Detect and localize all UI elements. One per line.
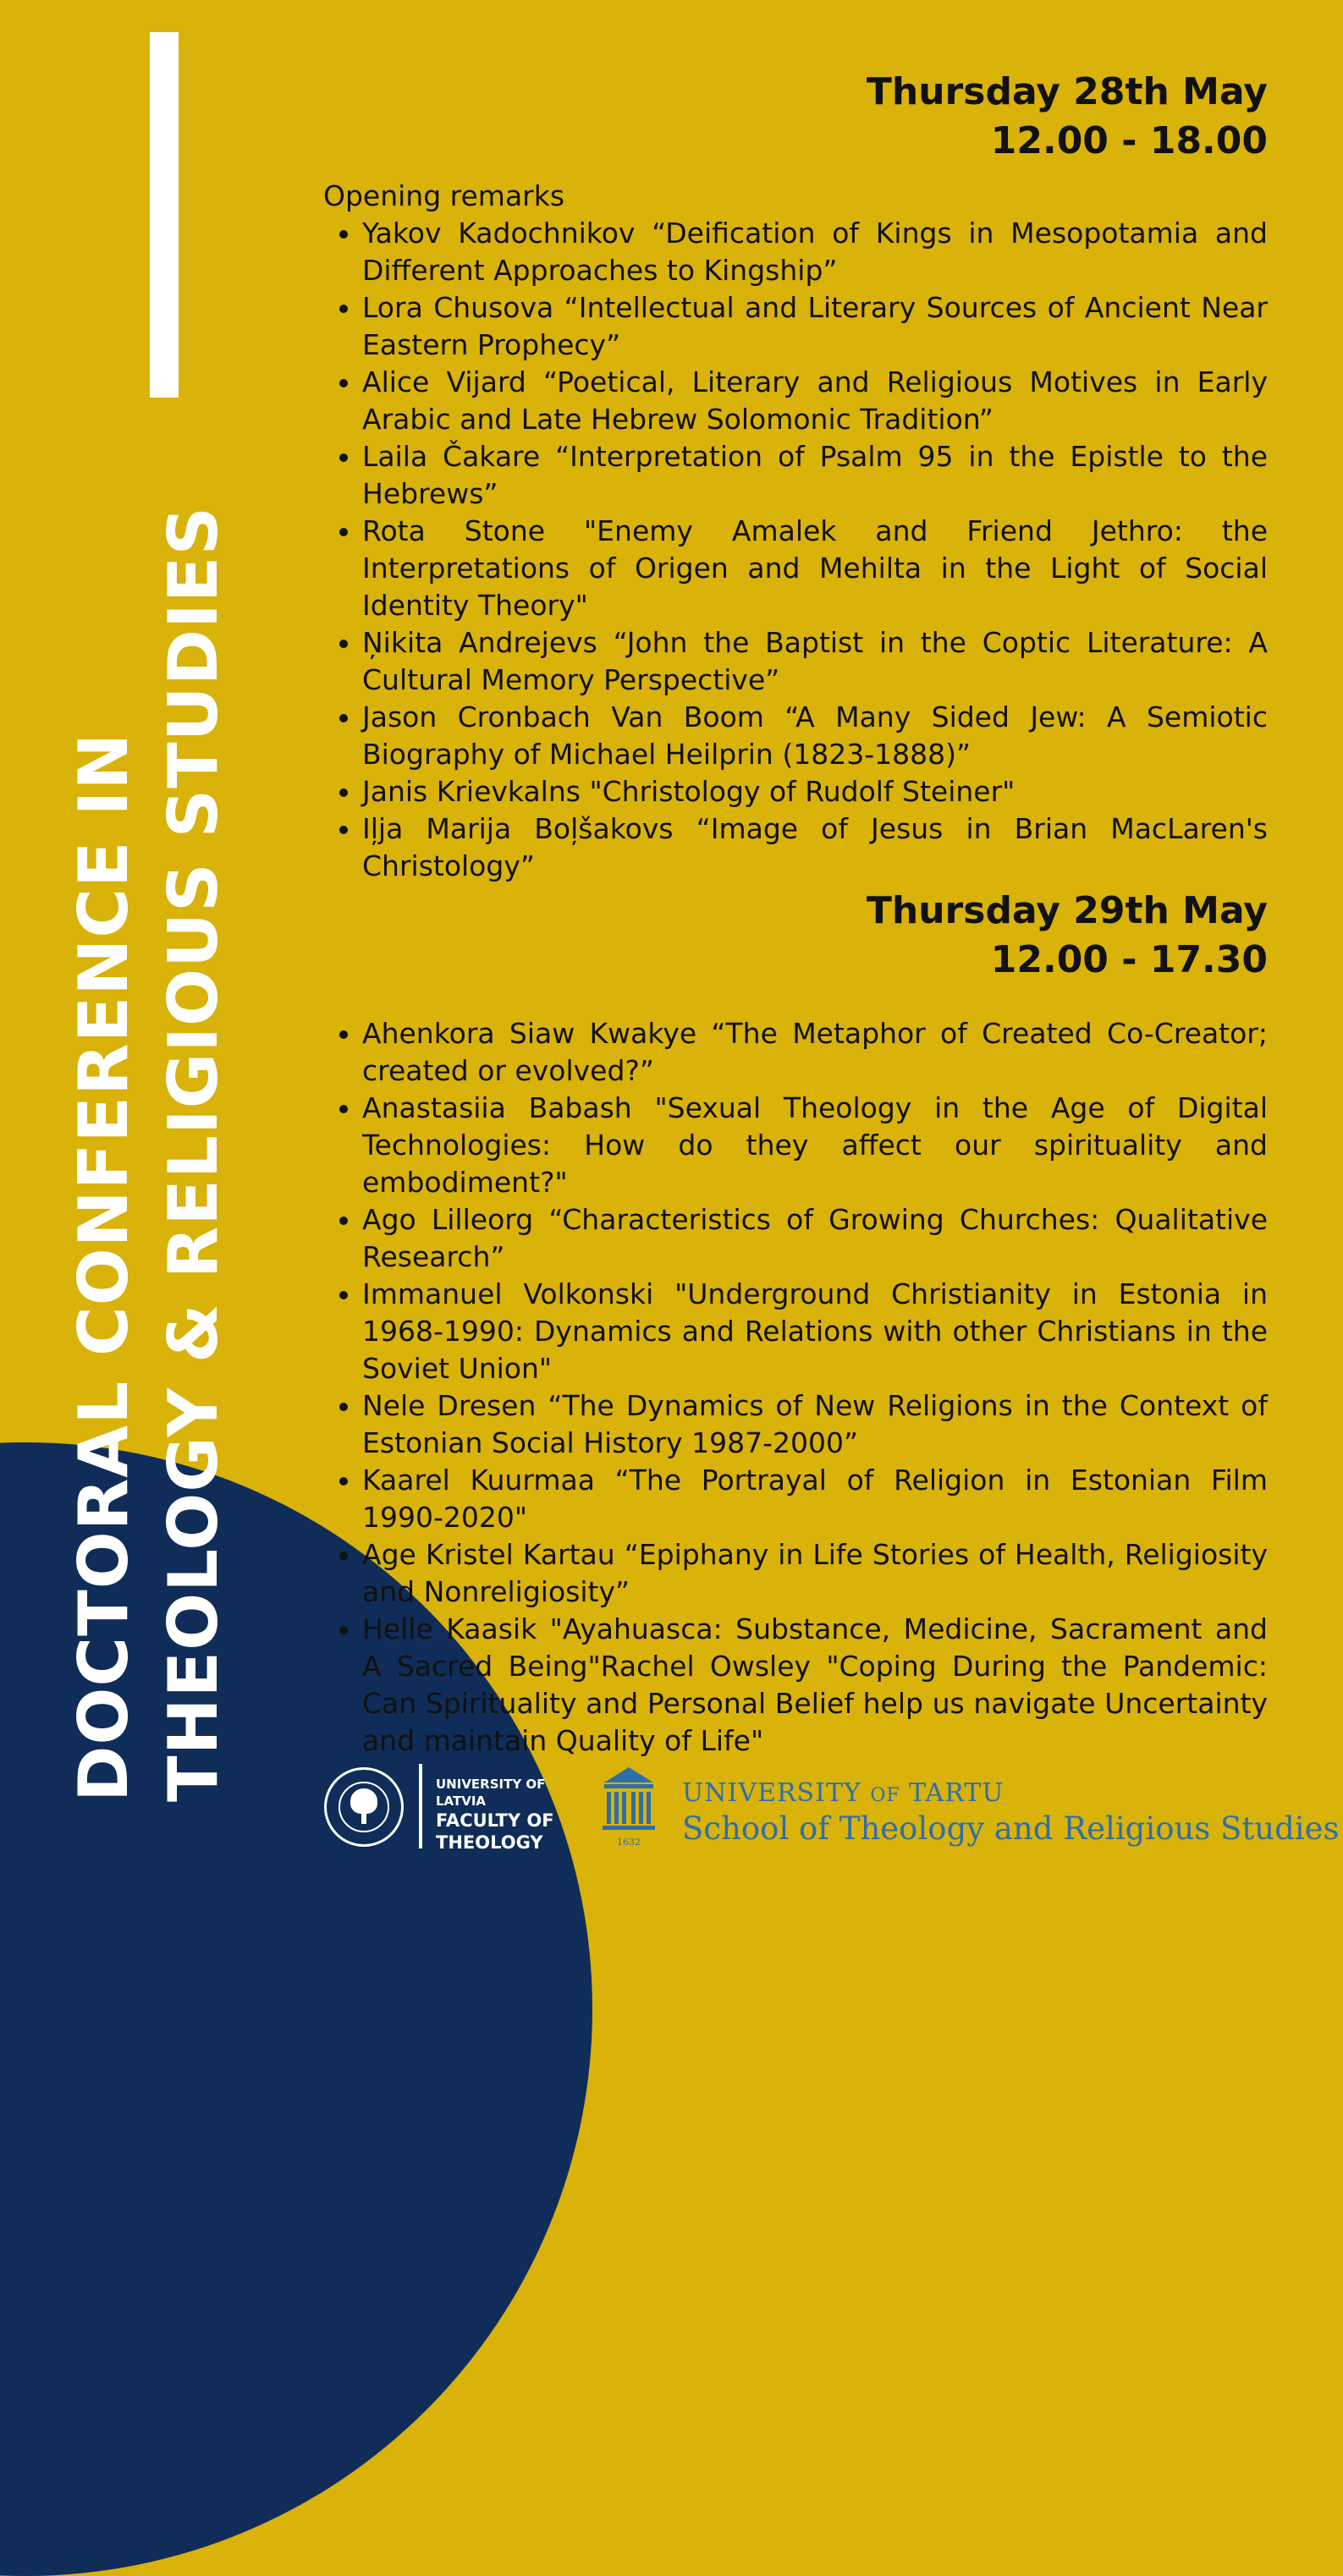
conference-title bbox=[59, 448, 239, 1802]
latvia-university-name: UNIVERSITY OF LATVIA bbox=[436, 1777, 546, 1809]
talk-item: • Helle Kaasik "Ayahuasca: Substance, Medicine, Sacrament and A Sacred Being"Rachel Owsley "Coping During the Pandemic: Can Spirituality and Personal Belief help us navigate Uncertainty and maintain Quality of Life" bbox=[362, 1611, 1268, 1760]
university-of-tartu-logo bbox=[601, 1764, 1340, 1848]
white-accent-bar bbox=[150, 32, 179, 398]
university-of-latvia-logo bbox=[324, 1764, 578, 1853]
title-line-1: DOCTORAL CONFERENCE IN bbox=[64, 732, 143, 1802]
day2-talk-list bbox=[323, 1015, 1268, 1760]
talk-item: • Janis Krievkalns "Christology of Rudolf Steiner" bbox=[362, 773, 1268, 810]
latvia-faculty-line2: THEOLOGY bbox=[436, 1832, 543, 1853]
tartu-name-part: TARTU bbox=[909, 1778, 1004, 1808]
talk-item: • Nele Dresen “The Dynamics of New Religions in the Context of Estonian Social History 1987-2000” bbox=[362, 1387, 1268, 1462]
tartu-year: 1632 bbox=[617, 1837, 641, 1848]
day2-date: Thursday 29th May bbox=[866, 889, 1268, 932]
talk-item: • Alice Vijard “Poetical, Literary and Religious Motives in Early Arabic and Late Hebrew Solomonic Tradition” bbox=[362, 364, 1268, 438]
tartu-building-icon bbox=[601, 1764, 657, 1848]
talk-item: • Iļja Marija Boļšakovs “Image of Jesus in Brian MacLaren's Christology” bbox=[362, 810, 1268, 885]
program-content bbox=[323, 68, 1268, 1760]
logo-divider bbox=[419, 1764, 422, 1848]
talk-item: • Immanuel Volkonski "Underground Christianity in Estonia in 1968-1990: Dynamics and Relations with other Christians in the Soviet Union" bbox=[362, 1276, 1268, 1387]
talk-item: • Ņikita Andrejevs “John the Baptist in the Coptic Literature: A Cultural Memory Perspective” bbox=[362, 624, 1268, 699]
tartu-name-part: OF bbox=[870, 1785, 900, 1806]
talk-item: • Anastasiia Babash "Sexual Theology in the Age of Digital Technologies: How do they affect our spirituality and embodiment?" bbox=[362, 1090, 1268, 1201]
talk-item: • Age Kristel Kartau “Epiphany in Life Stories of Health, Religiosity and Nonreligiosity” bbox=[362, 1536, 1268, 1611]
day1-date: Thursday 28th May bbox=[866, 70, 1268, 113]
talk-item: • Lora Chusova “Intellectual and Literary Sources of Ancient Near Eastern Prophecy” bbox=[362, 289, 1268, 364]
talk-item: • Ago Lilleorg “Characteristics of Growing Churches: Qualitative Research” bbox=[362, 1201, 1268, 1276]
talk-item: • Jason Cronbach Van Boom “A Many Sided Jew: A Semiotic Biography of Michael Heilprin (1823-1888)” bbox=[362, 699, 1268, 773]
talk-item: • Yakov Kadochnikov “Deification of Kings in Mesopotamia and Different Approaches to Kingship” bbox=[362, 215, 1268, 289]
tartu-school-name: School of Theology and Religious Studies bbox=[682, 1810, 1340, 1847]
tartu-university-name bbox=[682, 1779, 1340, 1810]
day1-talk-list bbox=[323, 215, 1268, 885]
day1-time: 12.00 - 18.00 bbox=[990, 119, 1268, 162]
tartu-name-part: UNIVERSITY bbox=[682, 1778, 861, 1808]
opening-remarks: Opening remarks bbox=[323, 179, 565, 212]
title-line-2: THEOLOGY & RELIGIOUS STUDIES bbox=[154, 505, 233, 1802]
tartu-logo-text bbox=[682, 1779, 1340, 1848]
talk-item: • Ahenkora Siaw Kwakye “The Metaphor of Created Co-Creator; created or evolved?” bbox=[362, 1015, 1268, 1090]
talk-item: • Rota Stone "Enemy Amalek and Friend Jethro: the Interpretations of Origen and Mehilta in the Light of Social Identity Theory" bbox=[362, 513, 1268, 624]
latvia-faculty-line1: FACULTY OF bbox=[436, 1810, 554, 1831]
university-seal-icon bbox=[324, 1767, 404, 1847]
talk-item: • Kaarel Kuurmaa “The Portrayal of Religion in Estonian Film 1990-2020" bbox=[362, 1462, 1268, 1536]
day2-time: 12.00 - 17.30 bbox=[990, 938, 1268, 981]
talk-item: • Laila Čakare “Interpretation of Psalm 95 in the Epistle to the Hebrews” bbox=[362, 438, 1268, 513]
latvia-logo-text bbox=[436, 1776, 578, 1854]
